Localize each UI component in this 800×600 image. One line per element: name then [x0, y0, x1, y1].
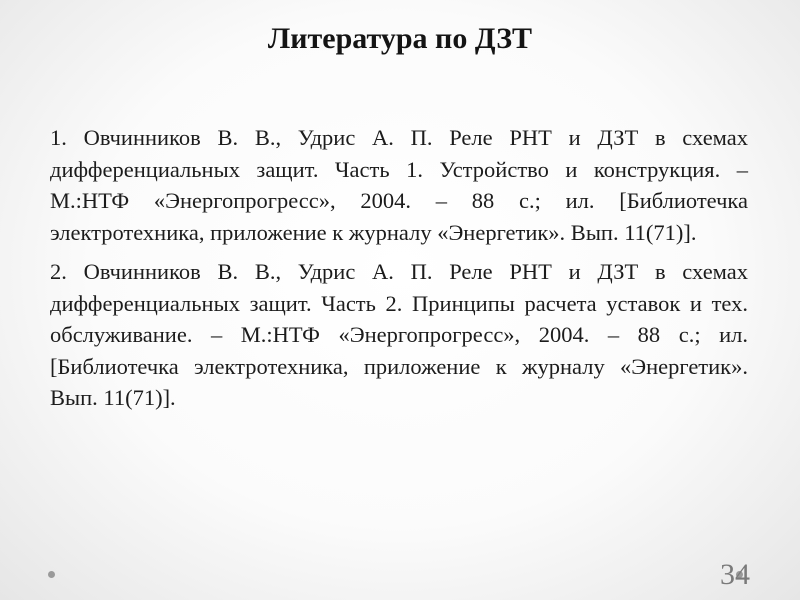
reference-list: [50, 122, 748, 422]
reference-item-1: 1. Овчинников В. В., Удрис А. П. Реле РНТ и ДЗТ в схемах дифференциальных защит. Часть 1. Устройство и конструкция. – М.:НТФ «Энергопрогресс», 2004. – 88 с.; ил. [Библиотечка электротехника, приложение к журналу «Энергетик». Вып. 11(71)].: [50, 125, 748, 245]
page-number: 34: [720, 558, 750, 591]
slide-title: Литература по ДЗТ: [267, 22, 533, 55]
decorative-dot-left-icon: [48, 571, 55, 578]
reference-item-2: 2. Овчинников В. В., Удрис А. П. Реле РНТ и ДЗТ в схемах дифференциальных защит. Часть 2. Принципы расчета уставок и тех. обслуживание. – М.:НТФ «Энергопрогресс», 2004. – 88 с.; ил. [Библиотечка электротехника, приложение к журналу «Энергетик». Вып. 11(71)].: [50, 259, 748, 410]
